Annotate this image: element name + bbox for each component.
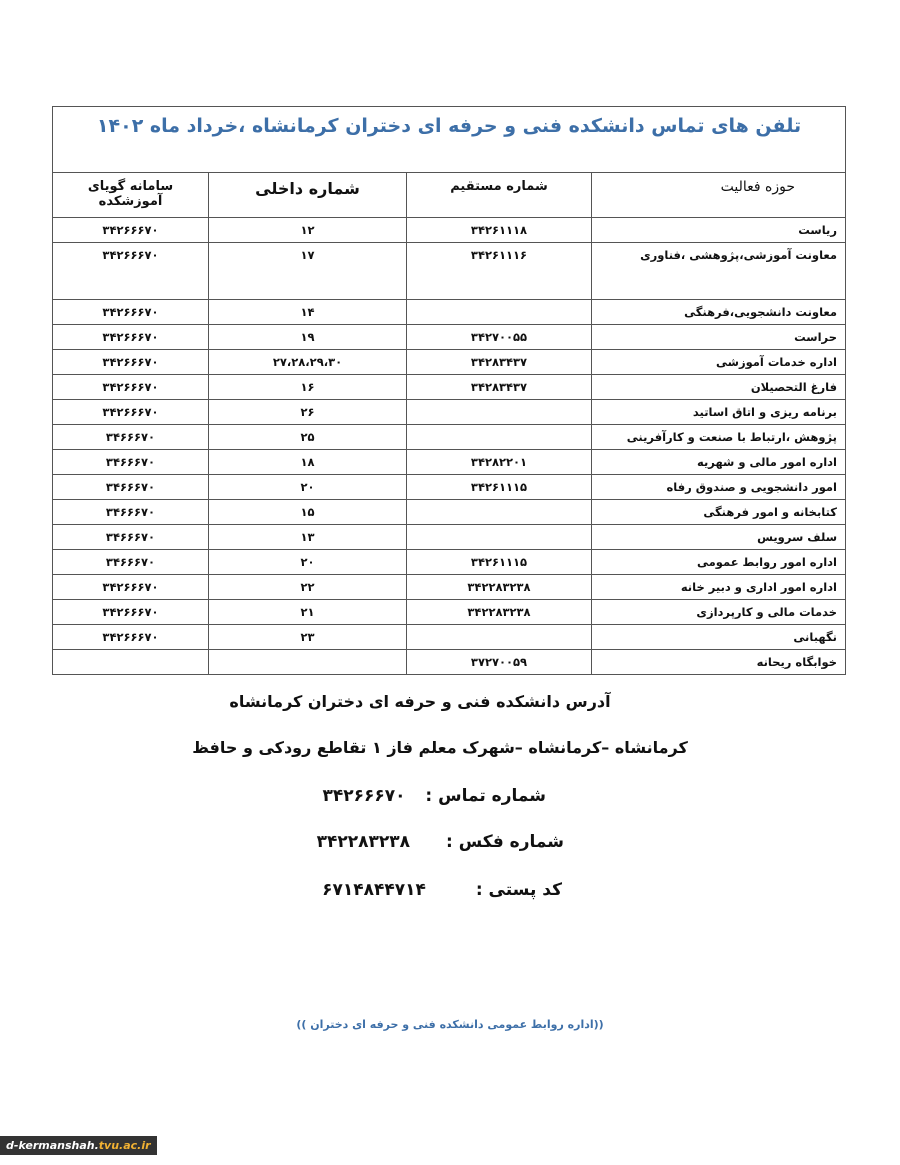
direct-number-cell [407,300,592,325]
internal-number-cell: ۱۳ [209,525,407,550]
postal-line [322,880,562,900]
table-row [53,600,845,625]
site-badge-prefix: d-kermanshah. [6,1139,99,1152]
table-row [53,625,845,650]
direct-number-cell [407,625,592,650]
internal-number-cell [209,650,407,675]
voice-system-cell: ۳۴۶۶۶۷۰ [53,500,209,525]
direct-number-cell: ۳۴۲۸۳۴۳۷ [407,350,592,375]
activity-cell: معاونت دانشجویی،فرهنگی [592,300,846,325]
direct-number-cell: ۳۴۲۲۸۳۲۳۸ [407,600,592,625]
internal-number-cell: ۱۸ [209,450,407,475]
direct-number-cell: ۳۴۲۶۱۱۱۸ [407,218,592,243]
phone-label: شماره تماس : [425,786,546,806]
site-badge-accent: tvu.ac.ir [98,1139,151,1152]
internal-number-cell: ۲۷،۲۸،۲۹،۳۰ [209,350,407,375]
header-direct: شماره مستقیم [407,173,592,218]
table-row [53,375,845,400]
table-row [53,450,845,475]
internal-number-cell: ۱۴ [209,300,407,325]
activity-cell: امور دانشجویی و صندوق رفاه [592,475,846,500]
header-internal: شماره داخلی [209,173,407,218]
direct-number-cell: ۳۴۲۲۸۳۲۳۸ [407,575,592,600]
activity-cell: اداره امور اداری و دبیر خانه [592,575,846,600]
internal-number-cell: ۱۵ [209,500,407,525]
postal-value: ۶۷۱۴۸۴۴۷۱۴ [322,880,426,900]
voice-system-cell: ۳۴۶۶۶۷۰ [53,425,209,450]
direct-number-cell [407,525,592,550]
table-row [53,400,845,425]
activity-cell: برنامه ریزی و اتاق اساتید [592,400,846,425]
activity-cell: پژوهش ،ارتباط با صنعت و کارآفرینی [592,425,846,450]
activity-cell: خدمات مالی و کارپردازی [592,600,846,625]
table-header-row [53,173,845,218]
direct-number-cell: ۳۴۲۸۳۴۳۷ [407,375,592,400]
internal-number-cell: ۲۰ [209,550,407,575]
postal-label: کد پستی : [475,880,562,900]
voice-system-cell: ۳۴۲۶۶۶۷۰ [53,243,209,300]
activity-cell: حراست [592,325,846,350]
table-title: تلفن های تماس دانشکده فنی و حرفه ای دختران کرمانشاه ،خرداد ماه ۱۴۰۲ [96,115,802,137]
voice-system-cell: ۳۴۲۶۶۶۷۰ [53,600,209,625]
address-title: آدرس دانشکده فنی و حرفه ای دختران کرمانشاه [229,692,611,711]
internal-number-cell: ۲۳ [209,625,407,650]
voice-system-cell [53,650,209,675]
header-activity: حوزه فعالیت [592,173,846,218]
voice-system-cell: ۳۴۲۶۶۶۷۰ [53,218,209,243]
table-row [53,425,845,450]
activity-cell: خوابگاه ریحانه [592,650,846,675]
direct-number-cell: ۳۴۲۸۲۲۰۱ [407,450,592,475]
activity-cell: معاونت آموزشی،پژوهشی ،فناوری [592,243,846,300]
activity-cell: ریاست [592,218,846,243]
table-row [53,350,845,375]
activity-cell: فارغ التحصیلان [592,375,846,400]
voice-system-cell: ۳۴۲۶۶۶۷۰ [53,350,209,375]
internal-number-cell: ۱۶ [209,375,407,400]
voice-system-cell: ۳۴۲۶۶۶۷۰ [53,325,209,350]
internal-number-cell: ۲۱ [209,600,407,625]
internal-number-cell: ۱۹ [209,325,407,350]
voice-system-cell: ۳۴۶۶۶۷۰ [53,450,209,475]
fax-value: ۳۴۲۲۸۳۲۳۸ [316,832,411,852]
activity-cell: اداره خدمات آموزشی [592,350,846,375]
fax-label: شماره فکس : [445,832,564,852]
phone-line [322,786,546,806]
table-row [53,218,845,243]
contacts-table-container [52,106,846,675]
direct-number-cell: ۳۷۲۷۰۰۵۹ [407,650,592,675]
direct-number-cell: ۳۴۲۷۰۰۵۵ [407,325,592,350]
voice-system-cell: ۳۴۲۶۶۶۷۰ [53,625,209,650]
direct-number-cell [407,500,592,525]
table-row [53,550,845,575]
fax-line [317,832,564,852]
voice-system-cell: ۳۴۲۶۶۶۷۰ [53,375,209,400]
table-row [53,500,845,525]
activity-cell: اداره امور مالی و شهریه [592,450,846,475]
activity-cell: کتابخانه و امور فرهنگی [592,500,846,525]
voice-system-cell: ۳۴۲۶۶۶۷۰ [53,300,209,325]
direct-number-cell: ۳۴۲۶۱۱۱۵ [407,475,592,500]
activity-cell: اداره امور روابط عمومی [592,550,846,575]
address-line: کرمانشاه –کرمانشاه –شهرک معلم فاز ۱ تقاطع رودکی و حافظ [192,738,688,757]
contacts-table [53,173,845,674]
direct-number-cell: ۳۴۲۶۱۱۱۶ [407,243,592,300]
table-row [53,650,845,675]
table-body [53,218,845,675]
voice-system-cell: ۳۴۶۶۶۷۰ [53,550,209,575]
table-row [53,575,845,600]
phone-value: ۳۴۲۶۶۶۷۰ [322,786,406,806]
footer-note: ((اداره روابط عمومی دانشکده فنی و حرفه ای دختران )) [296,1018,604,1031]
direct-number-cell: ۳۴۲۶۱۱۱۵ [407,550,592,575]
table-row [53,525,845,550]
direct-number-cell [407,425,592,450]
voice-system-cell: ۳۴۲۶۶۶۷۰ [53,575,209,600]
voice-system-cell: ۳۴۶۶۶۷۰ [53,525,209,550]
header-voice: سامانه گویای آموزشکده [53,173,209,218]
internal-number-cell: ۲۰ [209,475,407,500]
voice-system-cell: ۳۴۲۶۶۶۷۰ [53,400,209,425]
internal-number-cell: ۲۶ [209,400,407,425]
table-row [53,475,845,500]
table-title-row [53,107,845,173]
table-row [53,325,845,350]
internal-number-cell: ۲۵ [209,425,407,450]
internal-number-cell: ۱۷ [209,243,407,300]
internal-number-cell: ۱۲ [209,218,407,243]
table-row [53,300,845,325]
voice-system-cell: ۳۴۶۶۶۷۰ [53,475,209,500]
activity-cell: نگهبانی [592,625,846,650]
activity-cell: سلف سرویس [592,525,846,550]
direct-number-cell [407,400,592,425]
internal-number-cell: ۲۲ [209,575,407,600]
table-row [53,243,845,300]
site-badge[interactable] [0,1136,157,1155]
